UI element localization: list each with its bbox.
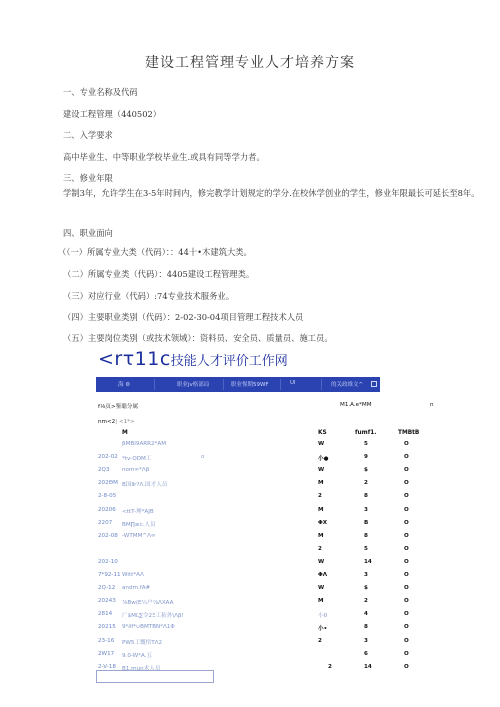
table-header-first: M <box>122 430 128 436</box>
row-value-3: O <box>404 572 409 578</box>
nav-item-3[interactable]: 职业惺期59WF <box>231 382 269 388</box>
row-value-1: M <box>318 507 324 513</box>
table-header-col2: fumf1. <box>355 430 377 436</box>
row-name[interactable]: <ttT-理*AJB <box>122 509 154 515</box>
row-name[interactable]: βMBI9ARR2*AM <box>122 441 167 447</box>
selected-row-box <box>96 670 214 683</box>
row-value-3: O <box>404 638 409 644</box>
row-value-2: 3 <box>364 572 368 578</box>
row-value-2: $ <box>364 467 368 473</box>
row-value-2: 4 <box>364 611 368 617</box>
row-value-1: ΦX <box>318 520 328 526</box>
row-value-2: 8 <box>364 493 368 499</box>
occupation-item-2: （二）所属专业类（代码）：4405建设工程管理类。 <box>63 269 255 279</box>
row-value-2: 14 <box>364 559 372 565</box>
nav-item-5[interactable]: 的关政维文^ <box>331 382 364 388</box>
sub-breadcrumb <box>98 419 135 425</box>
row-name[interactable]: andm.fA# <box>122 585 151 591</box>
table-header-col3: TMBtB <box>398 430 420 436</box>
row-name[interactable]: Witt*AΛ <box>122 572 144 578</box>
admission-text: 高中毕业生、中等职业学校毕业生.或具有同等学力者。 <box>63 152 265 162</box>
row-value-3: O <box>404 520 409 526</box>
breadcrumb[interactable]: f⅛页>鉴聪分属 <box>98 404 139 410</box>
row-value-2: 6 <box>364 651 368 657</box>
row-code: 23-16 <box>98 638 115 644</box>
row-value-2: 8 <box>364 533 368 539</box>
brand-name: 技能人才评价工作网 <box>170 354 288 369</box>
row-value-1: 小0 <box>318 613 328 619</box>
row-code: 2W17 <box>98 651 115 657</box>
row-mark: o <box>201 454 205 460</box>
nav-separator <box>154 379 155 390</box>
nav-item-2[interactable]: 职业jv格部局 <box>177 382 210 388</box>
section-heading-occupation: 四、职业面向 <box>63 228 113 238</box>
row-value-1: W <box>318 467 325 473</box>
section-heading-duration: 三、修业年限 <box>63 173 113 183</box>
row-value-3: O <box>404 598 409 604</box>
sub-breadcrumb-faint: | <1*> <box>115 419 135 425</box>
row-code: 2-8-05 <box>98 493 117 499</box>
row-code: 2814 <box>98 611 113 617</box>
row-name[interactable]: *tv-ODM工 <box>122 456 152 462</box>
row-name[interactable]: BM∏≡c.人员 <box>122 522 156 528</box>
row-value-3: O <box>404 507 409 513</box>
row-value-2: 2 <box>364 598 368 604</box>
row-name[interactable]: 广$ML∑令2Ξ工拓外\Λβ! <box>122 613 184 619</box>
section-heading-admission: 二、入学要求 <box>63 130 113 140</box>
row-value-3: O <box>404 454 409 460</box>
nav-item-4[interactable]: Ul <box>290 380 296 386</box>
row-value-2: 9 <box>364 454 368 460</box>
major-name-code: 建设工程管理（440502） <box>63 109 162 119</box>
row-value-3: O <box>404 559 409 565</box>
row-value-2: 8 <box>364 624 368 630</box>
row-value-3: O <box>404 480 409 486</box>
section-heading-major: 一、专业名称及代码 <box>63 87 138 97</box>
row-value-2: 2 <box>364 480 368 486</box>
row-value-1: W <box>318 441 325 447</box>
occupation-item-3: （三）对应行业（代码）:74专业技术服务业。 <box>63 291 234 301</box>
row-value-2: 5 <box>364 441 368 447</box>
nav-item-home[interactable]: 海 ⚙ <box>118 382 131 388</box>
row-value-1: M <box>318 480 324 486</box>
row-value-3: O <box>404 651 409 657</box>
row-value-3: O <box>404 493 409 499</box>
row-name[interactable]: 9.0-W*A.五 <box>122 653 153 659</box>
row-value-1: 2 <box>318 546 322 552</box>
row-value-3: O <box>404 664 409 670</box>
occupation-item-4: （四）主要职业类别（代码）：2-02-30-04项目管理工程技术人员 <box>63 312 304 322</box>
sub-breadcrumb-main: nm<2 <box>98 419 116 425</box>
row-value-2: $ <box>364 585 368 591</box>
brand-lead: <rτ11c <box>98 348 171 370</box>
row-code: 202-08 <box>98 533 118 539</box>
row-value-1: M <box>318 533 324 539</box>
duration-paragraph: 学制3年，允许学生在3-5年时间内，修完教学计划规定的学分.在校休学创业的学生，修业年限最长可延长至8年。 <box>63 188 480 198</box>
row-value-1: W <box>318 585 325 591</box>
site-brand <box>98 348 288 370</box>
row-name[interactable]: ⅞Bw(E¼户⅞ΛXAA <box>122 600 174 606</box>
row-code: 202ΘM <box>98 480 118 486</box>
row-value-1: 小● <box>318 456 329 462</box>
occupation-item-1: （（一）所属专业大类（代码）：：44十•木建筑大类。 <box>58 247 252 257</box>
row-value-3: O <box>404 624 409 630</box>
row-value-1: 2 <box>318 638 322 644</box>
row-name[interactable]: PW5工慨悟TΛ2 <box>122 640 163 646</box>
row-value-2: 14 <box>364 664 372 670</box>
occupation-item-5: （五）主要岗位类别（或技术领域）：资料员、安全员、质量员、施工员。 <box>63 333 333 343</box>
row-code: 20206 <box>98 507 116 513</box>
row-value-3: O <box>404 585 409 591</box>
row-value-1: ΦΛ <box>318 572 328 578</box>
row-code: 202-02 <box>98 454 118 460</box>
breadcrumb-right-label: M1.A.e*MM <box>340 402 372 408</box>
row-value-2: 3 <box>364 507 368 513</box>
row-name[interactable]: B国Ⅱr?Λ.国才人员 <box>122 482 168 488</box>
row-value-2: 5 <box>364 546 368 552</box>
row-value-1: W <box>318 559 325 565</box>
row-code: 2Q3 <box>98 467 110 473</box>
table-header-col1: KS <box>318 430 327 436</box>
row-name[interactable]: B1.mun术人员 <box>122 666 161 672</box>
row-value-1: M <box>318 598 324 604</box>
row-value-3: O <box>404 467 409 473</box>
row-name[interactable]: 9*∂f*∪BMTBN*Λ1Φ <box>122 624 175 630</box>
document-title: 建设工程管理专业人才培养方案 <box>145 55 355 71</box>
row-code: 2207 <box>98 520 113 526</box>
row-code: 20243 <box>98 598 116 604</box>
row-code: 202-10 <box>98 559 118 565</box>
row-code: 2Q-12 <box>98 585 116 591</box>
row-value-3: O <box>404 441 409 447</box>
row-name[interactable]: nom∞*Λβ <box>122 467 150 473</box>
nav-separator <box>321 379 322 390</box>
row-value-1: 小• <box>318 626 328 632</box>
square-icon[interactable] <box>371 381 377 387</box>
row-value-3: O <box>404 546 409 552</box>
row-name[interactable]: -WTMM^Λ∞ <box>122 533 156 539</box>
row-value-1: 2 <box>328 664 332 670</box>
row-value-3: O <box>404 533 409 539</box>
row-value-2: B <box>364 520 369 526</box>
nav-bar <box>96 377 380 392</box>
row-value-2: 3 <box>364 638 368 644</box>
nav-separator <box>223 379 224 390</box>
row-code: 20215 <box>98 624 116 630</box>
row-value-3: O <box>404 611 409 617</box>
row-code: 2-V-18 <box>98 664 116 670</box>
breadcrumb-far-label: n <box>430 402 434 408</box>
row-value-1: 2 <box>318 493 322 499</box>
nav-separator <box>280 379 281 390</box>
row-code: 7*92-11 <box>98 572 121 578</box>
